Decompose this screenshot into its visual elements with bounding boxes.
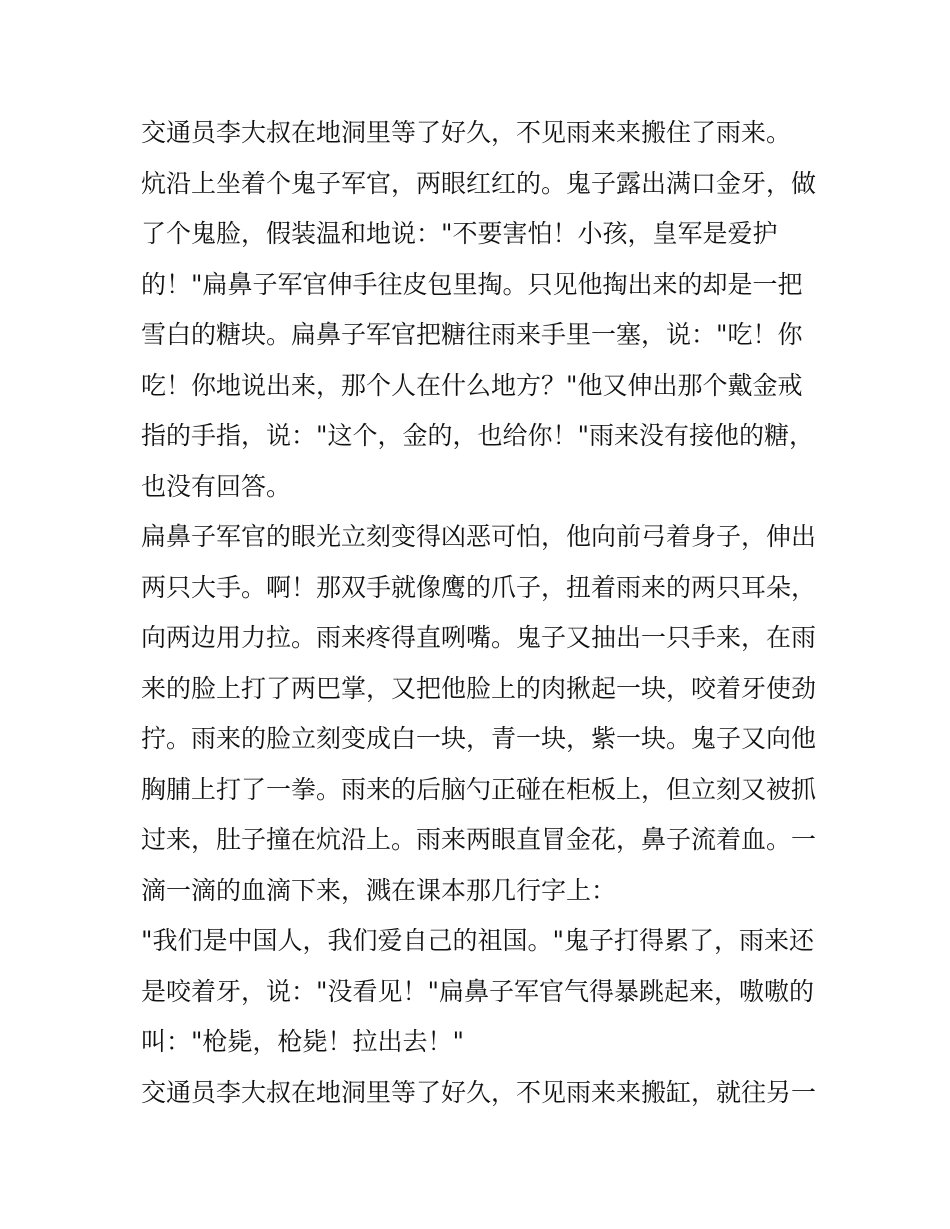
- text-line: 两只大手。啊！那双手就像鹰的爪子，扭着雨来的两只耳朵，: [141, 572, 817, 602]
- text-line: 的！"扁鼻子军官伸手往皮包里掏。只见他掏出来的却是一把: [141, 269, 803, 299]
- text-line: 指的手指，说："这个，金的，也给你！"雨来没有接他的糖，: [141, 421, 815, 450]
- text-line: 交通员李大叔在地洞里等了好久，不见雨来来搬缸，就往另一: [141, 1077, 817, 1107]
- text-line: 胸脯上打了一拳。雨来的后脑勺正碰在柜板上，但立刻又被抓: [141, 774, 817, 804]
- text-line: 是咬着牙，说："没看见！"扁鼻子军官气得暴跳起来，嗷嗷的: [141, 976, 815, 1006]
- text-line: "我们是中国人，我们爱自己的祖国。"鬼子打得累了，雨来还: [141, 926, 815, 955]
- text-line: 过来，肚子撞在炕沿上。雨来两眼直冒金花，鼻子流着血。一: [141, 825, 817, 854]
- text-line: 向两边用力拉。雨来疼得直咧嘴。鬼子又抽出一只手来，在雨: [141, 623, 817, 652]
- body-text: [141, 108, 817, 1118]
- text-line: 来的脸上打了两巴掌，又把他脸上的肉揪起一块，咬着牙使劲: [141, 673, 817, 703]
- text-line: 扁鼻子军官的眼光立刻变得凶恶可怕，他向前弓着身子，伸出: [141, 522, 817, 551]
- text-line: 雪白的糖块。扁鼻子军官把糖往雨来手里一塞，说："吃！你: [141, 320, 803, 349]
- text-line: 拧。雨来的脸立刻变成白一块，青一块，紫一块。鬼子又向他: [141, 724, 817, 753]
- text-line: 也没有回答。: [141, 471, 292, 501]
- text-line: 滴一滴的血滴下来，溅在课本那几行字上：: [141, 875, 617, 905]
- text-line: 炕沿上坐着个鬼子军官，两眼红红的。鬼子露出满口金牙，做: [141, 168, 817, 198]
- text-line: 了个鬼脸，假装温和地说："不要害怕！小孩，皇军是爱护: [141, 219, 778, 248]
- text-line: 叫："枪毙，枪毙！拉出去！": [141, 1027, 464, 1056]
- text-line: 交通员李大叔在地洞里等了好久，不见雨来来搬住了雨来。: [141, 118, 792, 147]
- text-line: 吃！你地说出来，那个人在什么地方？"他又伸出那个戴金戒: [141, 370, 803, 400]
